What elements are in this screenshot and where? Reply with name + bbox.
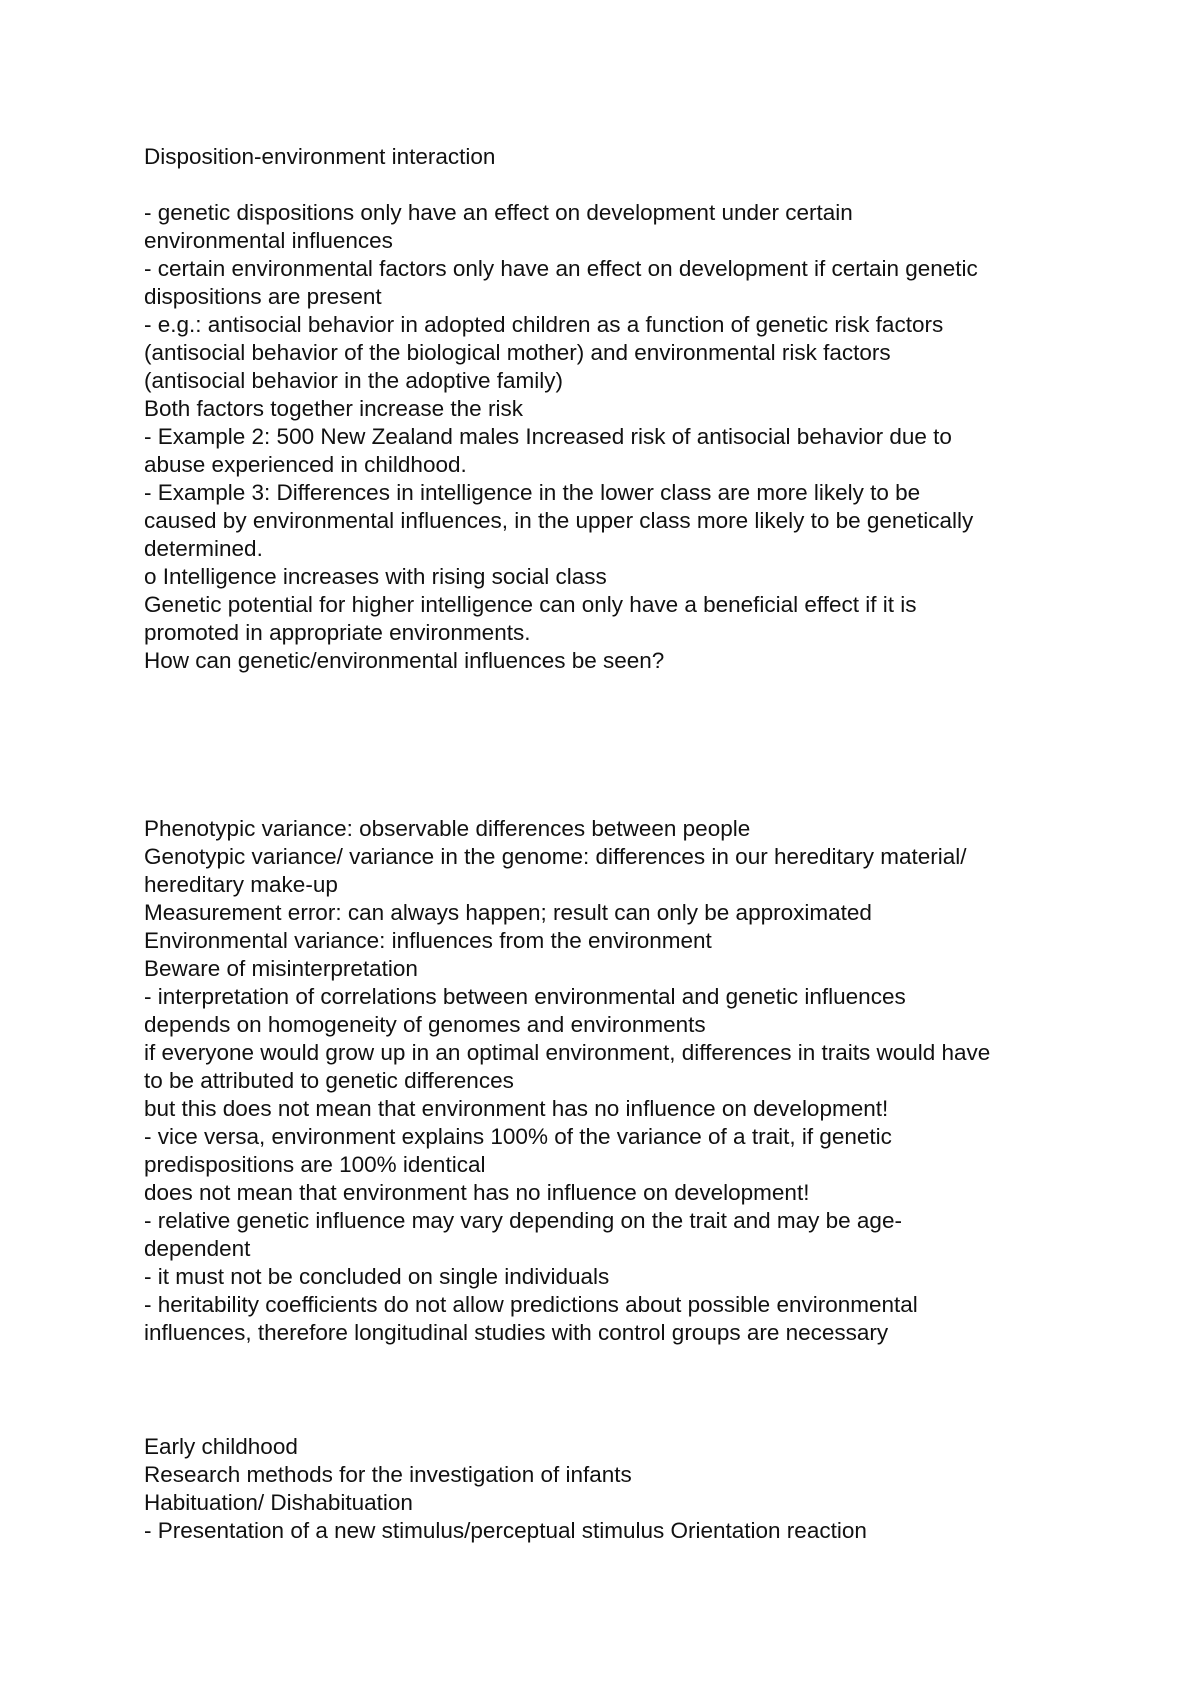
text-line: (antisocial behavior of the biological mother) and environmental risk factors	[144, 340, 891, 365]
text-line: does not mean that environment has no influence on development!	[144, 1180, 810, 1205]
text-line: Beware of misinterpretation	[144, 956, 418, 981]
text-line: but this does not mean that environment has no influence on development!	[144, 1096, 889, 1121]
section-early-childhood	[144, 1433, 1084, 1545]
text-line: Early childhood	[144, 1434, 298, 1459]
text-line: - e.g.: antisocial behavior in adopted children as a function of genetic risk factors	[144, 312, 944, 337]
text-line: influences, therefore longitudinal studies with control groups are necessary	[144, 1320, 889, 1345]
text-line: hereditary make-up	[144, 872, 338, 897]
text-line: to be attributed to genetic differences	[144, 1068, 514, 1093]
text-line: if everyone would grow up in an optimal environment, differences in traits would have	[144, 1040, 991, 1065]
text-line: - Example 2: 500 New Zealand males Increased risk of antisocial behavior due to	[144, 424, 952, 449]
text-line: depends on homogeneity of genomes and environments	[144, 1012, 706, 1037]
text-line: determined.	[144, 536, 263, 561]
text-line: Habituation/ Dishabituation	[144, 1490, 413, 1515]
text-line: - heritability coefficients do not allow predictions about possible environmental	[144, 1292, 918, 1317]
text-line: - certain environmental factors only have an effect on development if certain genetic	[144, 256, 978, 281]
text-line: Genotypic variance/ variance in the genome: differences in our hereditary material/	[144, 844, 967, 869]
section-variance	[144, 815, 1084, 1347]
text-line: Genetic potential for higher intelligence can only have a beneficial effect if it is	[144, 592, 917, 617]
text-line: - genetic dispositions only have an effect on development under certain	[144, 200, 853, 225]
text-line: - Presentation of a new stimulus/perceptual stimulus Orientation reaction	[144, 1518, 867, 1543]
text-line: (antisocial behavior in the adoptive family)	[144, 368, 563, 393]
text-line: environmental influences	[144, 228, 393, 253]
text-line: dispositions are present	[144, 284, 382, 309]
text-line: Measurement error: can always happen; result can only be approximated	[144, 900, 872, 925]
text-line: dependent	[144, 1236, 251, 1261]
text-line: Environmental variance: influences from the environment	[144, 928, 712, 953]
text-line: - interpretation of correlations between environmental and genetic influences	[144, 984, 906, 1009]
section-disposition-environment	[144, 143, 1084, 675]
text-line: How can genetic/environmental influences be seen?	[144, 648, 665, 673]
text-line: predispositions are 100% identical	[144, 1152, 486, 1177]
text-line: - vice versa, environment explains 100% of the variance of a trait, if genetic	[144, 1124, 892, 1149]
text-line: o Intelligence increases with rising social class	[144, 564, 607, 589]
text-line: - Example 3: Differences in intelligence in the lower class are more likely to be	[144, 480, 921, 505]
text-line: abuse experienced in childhood.	[144, 452, 467, 477]
text-line: Phenotypic variance: observable differences between people	[144, 816, 751, 841]
text-line: Both factors together increase the risk	[144, 396, 523, 421]
text-line: Disposition-environment interaction	[144, 144, 496, 169]
text-line	[144, 171, 1084, 199]
text-line: promoted in appropriate environments.	[144, 620, 531, 645]
text-line: - relative genetic influence may vary depending on the trait and may be age-	[144, 1208, 902, 1233]
text-line: caused by environmental influences, in the upper class more likely to be genetically	[144, 508, 974, 533]
text-line: - it must not be concluded on single individuals	[144, 1264, 610, 1289]
text-line: Research methods for the investigation of infants	[144, 1462, 632, 1487]
